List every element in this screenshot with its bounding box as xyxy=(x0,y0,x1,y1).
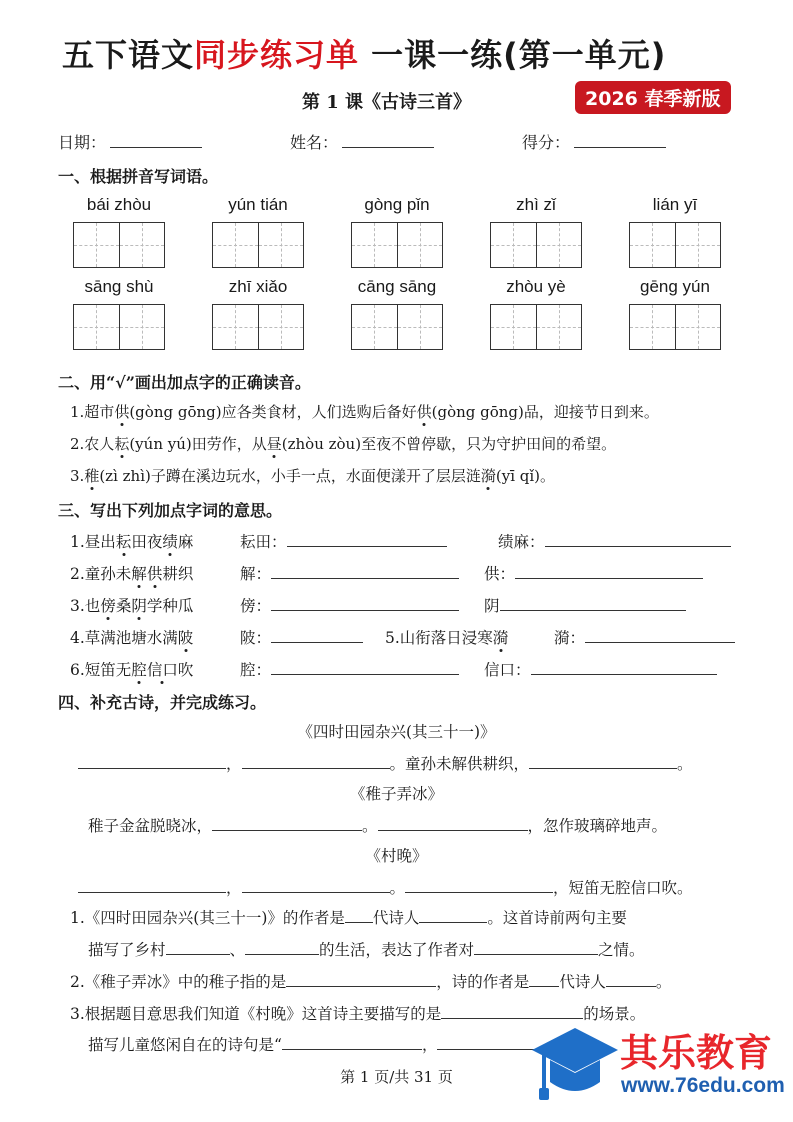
exercise-question[interactable] xyxy=(88,1033,601,1055)
poem-text: ，忽作玻璃碎地声。 xyxy=(527,817,668,835)
writing-grid[interactable] xyxy=(351,222,443,268)
dotted-char: 漪 xyxy=(492,629,509,647)
poem-blank[interactable] xyxy=(242,754,390,769)
pinyin-label: sāng shù xyxy=(84,277,154,296)
question-text: 描写了乡村 xyxy=(88,941,166,959)
score-label: 得分： xyxy=(522,133,571,152)
title-red: 同步练习单 xyxy=(194,36,360,74)
question-text: 2.农人 xyxy=(70,435,115,453)
meaning-answer[interactable] xyxy=(240,562,459,584)
dotted-char: 耘 xyxy=(115,533,132,551)
pinyin-label: gēng yún xyxy=(640,277,710,296)
logo-name: 其乐教育 xyxy=(620,1031,773,1075)
dotted-char: 稚 xyxy=(84,467,100,485)
pinyin-label: cāng sāng xyxy=(357,277,437,296)
dotted-char: 供 xyxy=(114,403,130,421)
poem-text: 稚子金盆脱晓冰， xyxy=(88,817,213,835)
dotted-char: 腔 xyxy=(131,661,147,679)
exercise-question[interactable] xyxy=(70,970,671,992)
dotted-char: 信口 xyxy=(146,661,178,679)
date-blank xyxy=(110,133,202,148)
meaning-answer[interactable] xyxy=(240,626,363,648)
dotted-char: 陂 xyxy=(177,629,194,647)
meaning-phrase xyxy=(70,530,193,552)
question-text: 、 xyxy=(229,941,246,959)
answer-blank[interactable] xyxy=(500,596,686,611)
question-text: 的场景。 xyxy=(583,1005,646,1023)
question-text: (yún yú)田劳作，从 xyxy=(129,435,267,453)
question-text: 。这首诗前两句主要 xyxy=(487,909,627,927)
meaning-phrase xyxy=(385,626,508,648)
title-black: 五下语文 xyxy=(62,36,195,74)
answer-blank[interactable] xyxy=(606,972,656,987)
answer-blank[interactable] xyxy=(474,940,598,955)
logo-url: www.76edu.com xyxy=(621,1074,785,1097)
phrase-text: 6.短笛无 xyxy=(70,661,132,679)
meaning-phrase xyxy=(70,594,193,616)
page-footer: 第 1 页/共 31 页 xyxy=(340,1068,453,1086)
answer-blank[interactable] xyxy=(166,940,230,955)
page-title xyxy=(62,30,666,76)
pinyin-label: zhī xiǎo xyxy=(228,277,288,296)
meaning-answer[interactable] xyxy=(498,530,731,552)
meaning-answer[interactable] xyxy=(240,594,459,616)
poem-line[interactable] xyxy=(78,876,693,898)
question-text: ，诗的作者是 xyxy=(436,973,530,991)
phrase-text: 5.山衔落日浸寒 xyxy=(385,629,493,647)
dotted-char: 绩 xyxy=(162,533,178,551)
question-text: 。 xyxy=(655,973,672,991)
answer-blank[interactable] xyxy=(271,660,459,675)
answer-label: 腔： xyxy=(240,661,272,679)
section2-heading: 二、用“√”画出加点字的正确读音。 xyxy=(58,373,311,392)
pinyin-label: gòng pǐn xyxy=(364,195,430,214)
phrase-text: 2.童孙未 xyxy=(70,565,132,583)
poem-line[interactable] xyxy=(78,752,693,774)
meaning-answer[interactable] xyxy=(484,562,703,584)
writing-grid[interactable] xyxy=(629,304,721,350)
answer-blank[interactable] xyxy=(585,628,735,643)
name-blank xyxy=(342,133,434,148)
phrase-text: 耕织 xyxy=(162,565,194,583)
pinyin-label: yún tián xyxy=(228,195,288,214)
phrase-text: 3.也 xyxy=(70,597,101,615)
writing-grid[interactable] xyxy=(73,222,165,268)
answer-label: 傍： xyxy=(240,597,272,615)
lesson-subtitle: 第 1 课《古诗三首》 xyxy=(302,92,472,113)
phrase-text: 学种瓜 xyxy=(146,597,194,615)
writing-grid[interactable] xyxy=(490,222,582,268)
answer-blank[interactable] xyxy=(282,1035,422,1050)
pronunciation-question[interactable] xyxy=(70,401,659,422)
phrase-text: 吹 xyxy=(177,661,194,679)
poem-blank[interactable] xyxy=(212,816,362,831)
graduation-cap-icon xyxy=(530,1020,620,1112)
pronunciation-question[interactable] xyxy=(70,433,616,454)
poem-text: 。童孙未解供耕织， xyxy=(389,755,530,773)
phrase-text: 田夜 xyxy=(131,533,163,551)
question-text: 3. xyxy=(70,467,85,485)
answer-label: 解： xyxy=(240,565,272,583)
poem-text: ，短笛无腔信口吹。 xyxy=(553,879,693,897)
poem-text: 。 xyxy=(677,755,693,773)
poem-blank[interactable] xyxy=(378,816,528,831)
poem-blank[interactable] xyxy=(78,754,226,769)
score-blank xyxy=(574,133,666,148)
answer-blank[interactable] xyxy=(245,940,319,955)
answer-blank[interactable] xyxy=(545,532,731,547)
pinyin-label: zhòu yè xyxy=(506,277,566,296)
dotted-char: 漪 xyxy=(480,467,496,485)
question-text: 描写儿童悠闲自在的诗句是“ xyxy=(88,1036,282,1054)
phrase-text: 桑 xyxy=(115,597,132,615)
poem-blank[interactable] xyxy=(405,878,553,893)
question-text: (gòng gōng)品，迎接节日到来。 xyxy=(431,403,659,421)
meaning-answer[interactable] xyxy=(240,530,447,552)
score-field xyxy=(522,130,666,153)
question-text: ， xyxy=(421,1036,438,1054)
question-text: 代诗人 xyxy=(559,973,606,991)
question-text: 的生活，表达了作者对 xyxy=(319,941,475,959)
meaning-answer[interactable] xyxy=(484,658,717,680)
section1-heading: 一、根据拼音写词语。 xyxy=(58,167,219,186)
pinyin-label: bái zhòu xyxy=(86,195,152,214)
question-text: 代诗人 xyxy=(372,909,420,927)
name-label: 姓名： xyxy=(290,133,339,152)
poem-blank[interactable] xyxy=(78,878,226,893)
dotted-char: 耘 xyxy=(114,435,130,453)
writing-grid[interactable] xyxy=(629,222,721,268)
answer-label: 阴 xyxy=(484,597,500,615)
section4-heading: 四、补充古诗，并完成练习。 xyxy=(58,693,267,712)
writing-grid[interactable] xyxy=(212,304,304,350)
dotted-char: 傍 xyxy=(100,597,116,615)
answer-blank[interactable] xyxy=(419,908,487,923)
dotted-char: 昼 xyxy=(266,435,282,453)
answer-label: 绩麻： xyxy=(498,533,545,551)
section3-heading: 三、写出下列加点字词的意思。 xyxy=(58,501,283,520)
answer-blank[interactable] xyxy=(441,1004,583,1019)
meaning-phrase xyxy=(70,626,193,648)
poem-text: ， xyxy=(226,755,242,773)
dotted-char: 解 xyxy=(131,565,147,583)
poem-text: ， xyxy=(226,879,242,897)
answer-blank[interactable] xyxy=(286,972,436,987)
question-text: 1.超市 xyxy=(70,403,115,421)
exercise-question[interactable] xyxy=(70,906,627,928)
question-text: (zì zhì)子蹲在溪边玩水，小手一点，水面便漾开了层层涟 xyxy=(99,467,481,485)
name-field xyxy=(290,130,434,153)
phrase-text: 4.草满池塘水满 xyxy=(70,629,178,647)
pinyin-label: lián yī xyxy=(652,195,698,214)
poem-blank[interactable] xyxy=(529,754,677,769)
writing-grid[interactable] xyxy=(73,304,165,350)
title-rest: 一课一练(第一单元) xyxy=(359,36,667,74)
answer-label: 漪： xyxy=(554,629,586,647)
poem-title: 《四时田园杂兴(其三十一)》 xyxy=(297,723,496,741)
answer-blank[interactable] xyxy=(271,596,459,611)
date-label: 日期： xyxy=(58,133,107,152)
question-text: 2.《稚子弄冰》中的稚子指的是 xyxy=(70,973,287,991)
answer-blank[interactable] xyxy=(271,564,459,579)
poem-title: 《稚子弄冰》 xyxy=(349,785,443,803)
answer-blank[interactable] xyxy=(515,564,703,579)
poem-text: 。 xyxy=(389,879,406,897)
pronunciation-question[interactable] xyxy=(70,465,555,486)
meaning-answer[interactable] xyxy=(240,658,459,680)
edition-badge: 2026 春季新版 xyxy=(575,81,731,114)
date-field xyxy=(58,130,202,153)
meaning-phrase xyxy=(70,562,193,584)
meaning-answer[interactable] xyxy=(484,594,686,616)
phrase-text: 麻 xyxy=(177,533,194,551)
phrase-text: 1.昼出 xyxy=(70,533,116,551)
question-text: 之情。 xyxy=(598,941,645,959)
writing-grid[interactable] xyxy=(212,222,304,268)
question-text: (zhòu zòu)至夜不曾停歇，只为守护田间的希望。 xyxy=(281,435,617,453)
question-text: 3.根据题目意思我们知道《村晚》这首诗主要描写的是 xyxy=(70,1005,442,1023)
pinyin-label: zhì zǐ xyxy=(516,195,556,214)
answer-label: 供： xyxy=(484,565,516,583)
answer-blank[interactable] xyxy=(345,908,373,923)
dotted-char: 阴 xyxy=(131,597,147,615)
answer-blank[interactable] xyxy=(271,628,363,643)
answer-blank[interactable] xyxy=(287,532,447,547)
answer-label: 信口： xyxy=(484,661,531,679)
meaning-phrase xyxy=(70,658,193,680)
question-text: 1.《四时田园杂兴(其三十一)》的作者是 xyxy=(70,909,345,927)
dotted-char: 供 xyxy=(416,403,432,421)
exercise-question[interactable] xyxy=(88,938,645,960)
answer-blank[interactable] xyxy=(529,972,559,987)
question-text: (gòng gōng)应各类食材，人们选购后备好 xyxy=(129,403,417,421)
writing-grid[interactable] xyxy=(351,304,443,350)
question-text: (yī qǐ)。 xyxy=(495,467,556,485)
poem-blank[interactable] xyxy=(242,878,390,893)
poem-title: 《村晚》 xyxy=(365,847,428,865)
answer-label: 陂： xyxy=(240,629,272,647)
meaning-answer[interactable] xyxy=(554,626,735,648)
dotted-char: 供 xyxy=(146,565,163,583)
writing-grid[interactable] xyxy=(490,304,582,350)
answer-blank[interactable] xyxy=(531,660,717,675)
answer-label: 耘田： xyxy=(240,533,287,551)
poem-line[interactable] xyxy=(88,814,667,836)
poem-text: 。 xyxy=(362,817,378,835)
